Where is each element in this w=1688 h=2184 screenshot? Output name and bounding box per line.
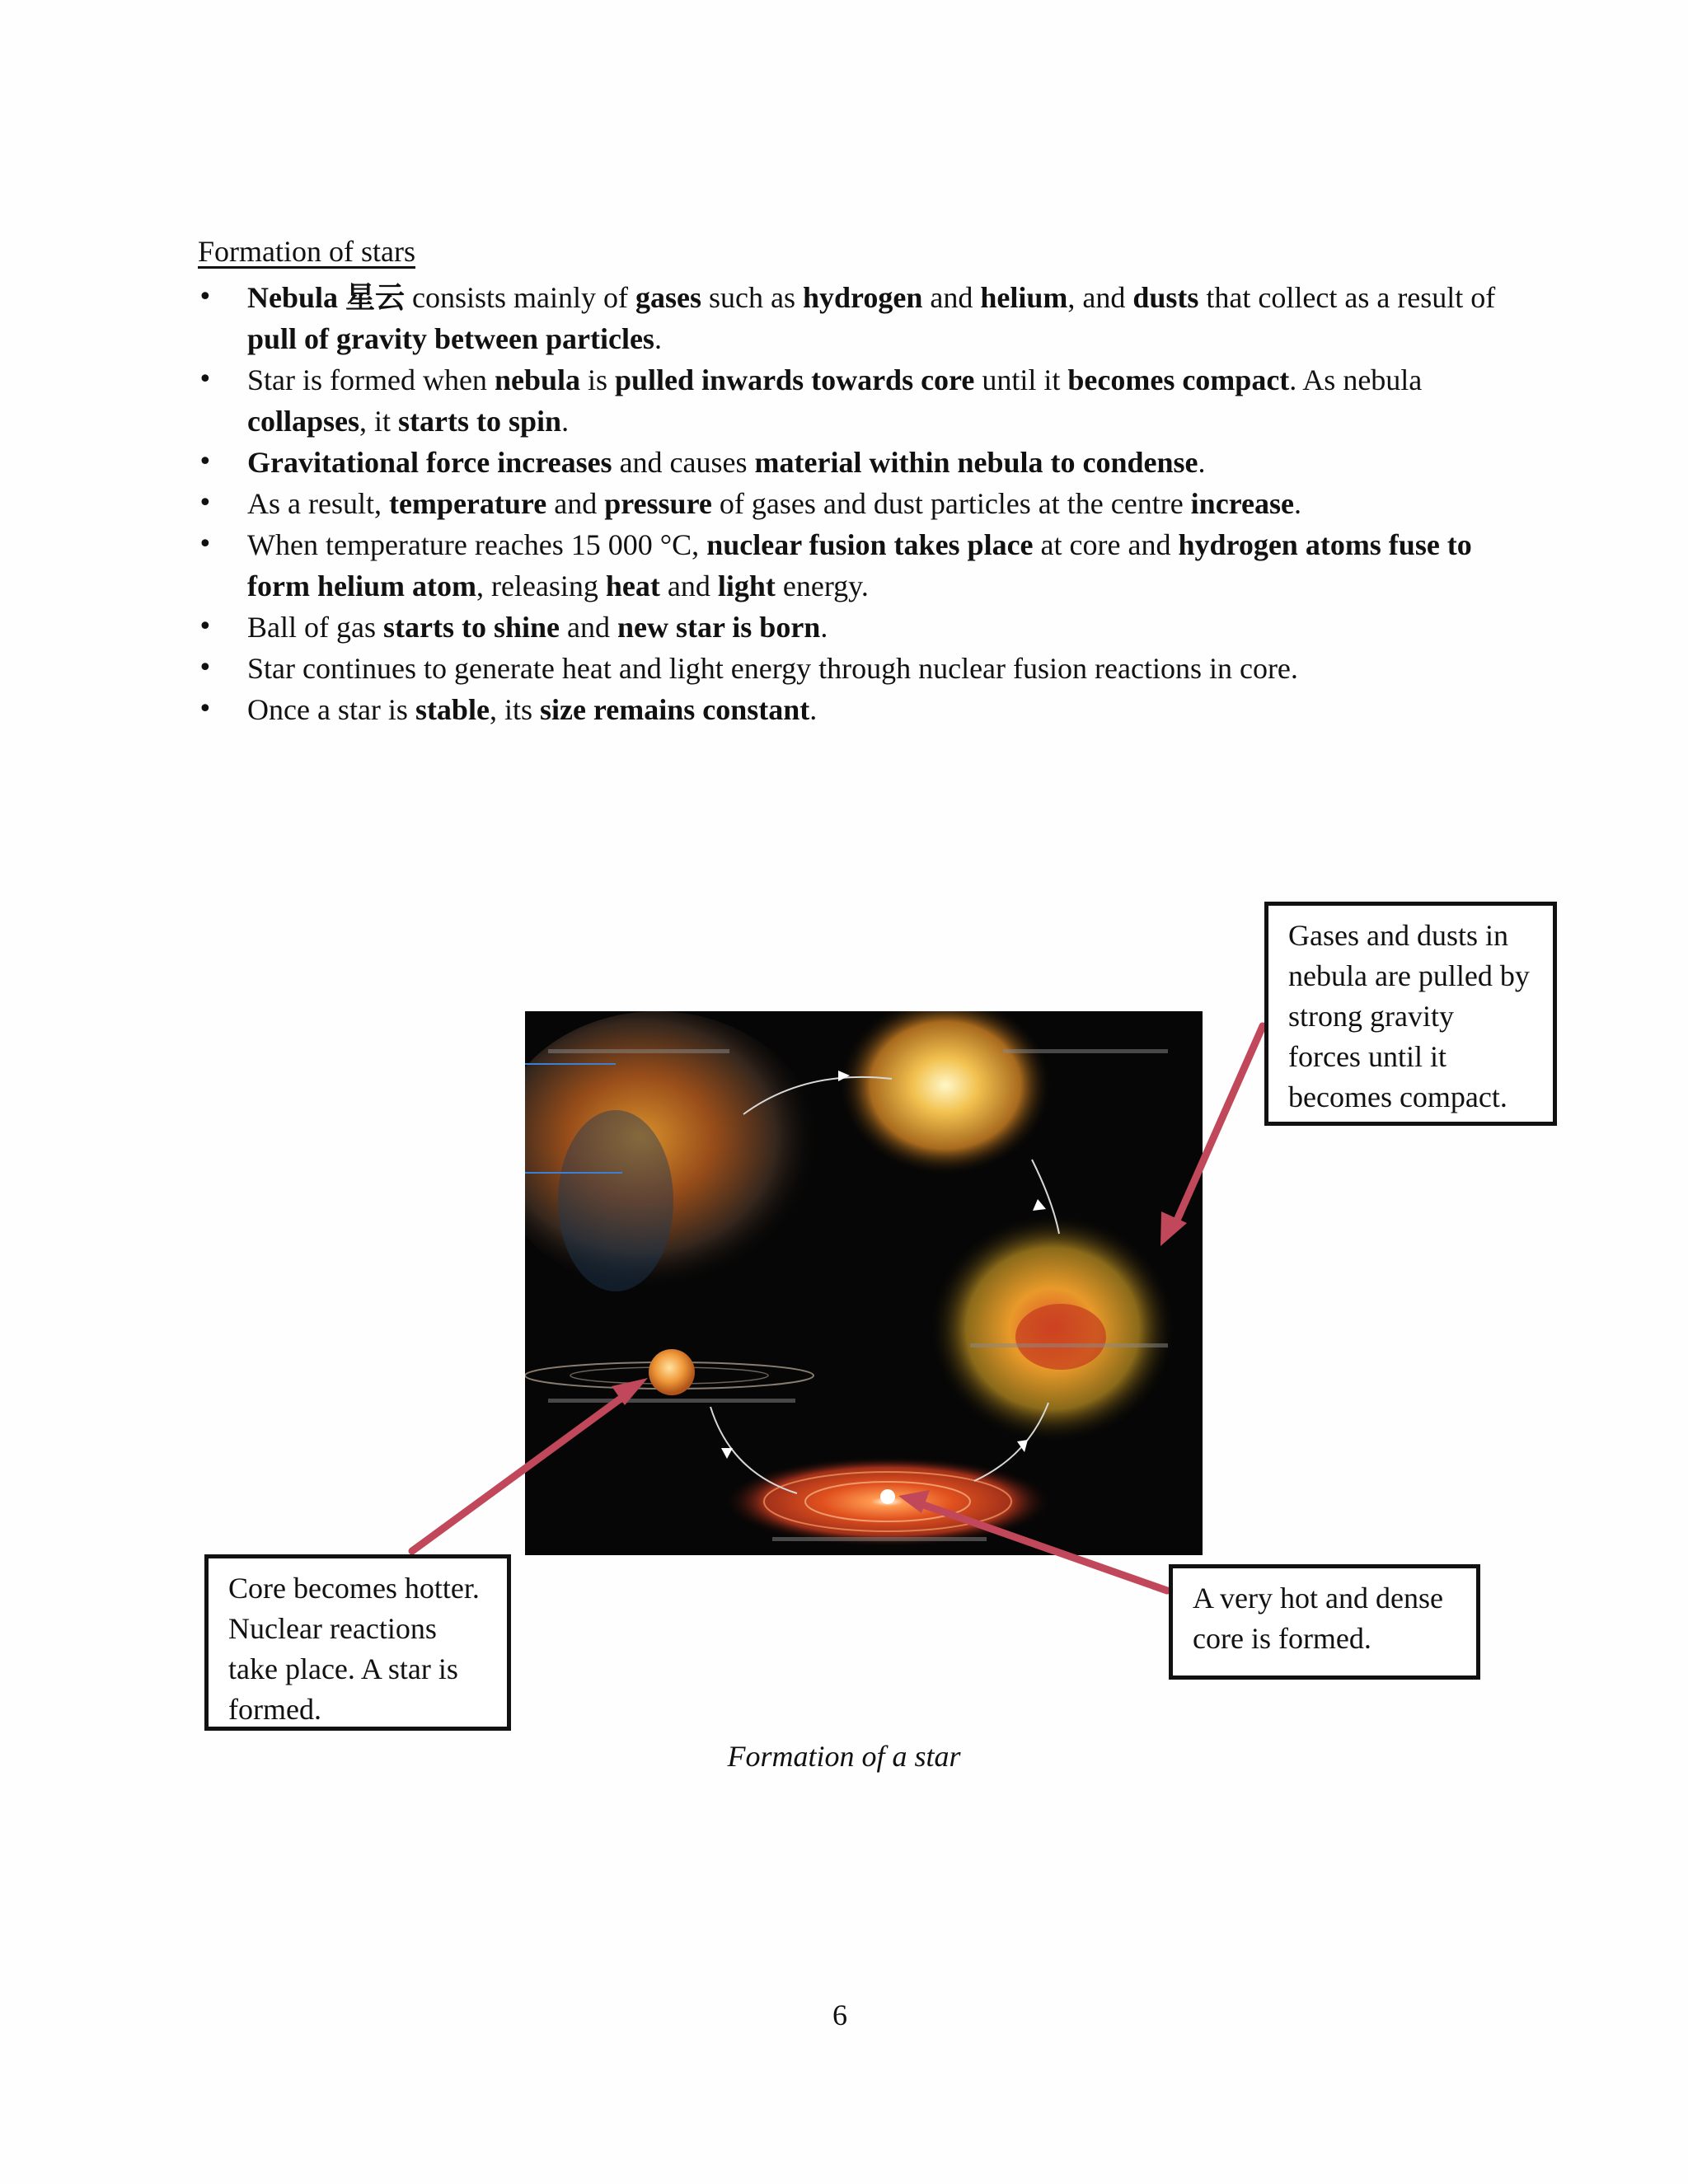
text: When temperature reaches 15 000 °C, [247,528,707,561]
text: consists mainly of [405,281,636,314]
bullet-item [198,483,1533,524]
text: , it [359,405,399,438]
star-formation-illustration [525,1011,1203,1555]
bold-text: pull of gravity between particles [247,322,654,355]
bold-text: helium [980,281,1068,314]
text: Ball of gas [247,611,383,644]
figure-caption: Formation of a star [727,1740,961,1773]
bold-text: gases [635,281,702,314]
bold-text: stable [415,693,490,726]
bullet-item [198,442,1533,483]
text: Star is formed when [247,363,495,396]
bold-text: hydrogen atoms fuse to form helium atom [247,528,1472,602]
bullet-item [198,359,1533,442]
bold-text: nebula [494,363,580,396]
callout-nebula-compact: Gases and dusts in nebula are pulled by strong gravity forces until it becomes compact. [1264,902,1557,1126]
text: Star continues to generate heat and light energy through nuclear fusion reactions in core. [247,652,1298,685]
bold-text: hydrogen [803,281,923,314]
bold-text: light [717,569,776,602]
bold-text: pressure [604,487,712,520]
bullet-list [198,277,1533,730]
text: . [1198,446,1206,479]
bold-text: new star is born [617,611,821,644]
text: until it [974,363,1068,396]
text: , releasing [476,569,606,602]
bullet-item [198,524,1533,607]
text: and [559,611,617,644]
bold-text: heat [605,569,660,602]
callout-star-formed: Core becomes hotter. Nuclear reactions take place. A star is formed. [204,1554,511,1731]
bullet-item [198,607,1533,648]
bold-text: becomes compact [1067,363,1290,396]
text: that collect as a result of [1198,281,1496,314]
section-heading: Formation of stars [198,235,415,268]
bullet-item [198,689,1533,730]
text: . [820,611,828,644]
bold-text: dusts [1132,281,1199,314]
text: of gases and dust particles at the centre [711,487,1191,520]
bullet-item [198,277,1533,359]
text: . [561,405,570,438]
bold-text: size remains constant [539,693,810,726]
bold-text: Nebula 星云 [247,281,406,314]
text: energy. [775,569,869,602]
page-number: 6 [832,1999,847,2032]
bold-text: Gravitational force increases [247,446,612,479]
text: at core and [1033,528,1179,561]
text: . [809,693,818,726]
text: As a result, [247,487,389,520]
text: such as [701,281,803,314]
bold-text: nuclear fusion takes place [706,528,1034,561]
bold-text: collapses [247,405,360,438]
bold-text: increase [1190,487,1294,520]
bold-text: pulled inwards towards core [615,363,975,396]
text: . [1293,487,1301,520]
text: and causes [612,446,755,479]
text: Once a star is [247,693,415,726]
bold-text: starts to spin [398,405,562,438]
bold-text: starts to shine [382,611,560,644]
text: , its [489,693,540,726]
bold-text: temperature [388,487,547,520]
text: and [659,569,718,602]
bullet-item [198,648,1533,689]
star-formation-image [525,1011,1203,1555]
text: is [579,363,615,396]
text: . [654,322,662,355]
text: and [922,281,981,314]
text: , and [1067,281,1133,314]
text: and [546,487,605,520]
bold-text: material within nebula to condense [754,446,1198,479]
text: . As nebula [1289,363,1423,396]
callout-dense-core: A very hot and dense core is formed. [1169,1564,1480,1680]
